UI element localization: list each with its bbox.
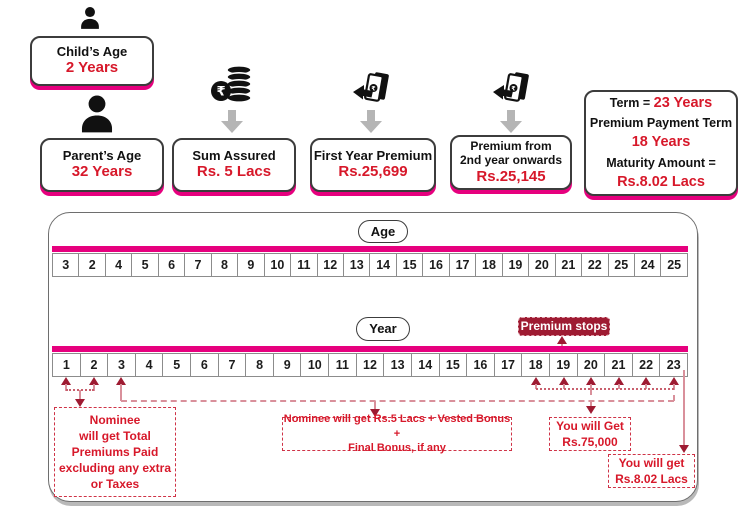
premium-stops-arrowhead-icon: [557, 336, 567, 344]
year-cell: 21: [604, 353, 633, 377]
card-value: 32 Years: [71, 163, 133, 181]
age-cell: 17: [449, 253, 476, 277]
year-cell: 14: [411, 353, 440, 377]
year-cell: 18: [521, 353, 550, 377]
year-cell: 17: [494, 353, 523, 377]
svg-text:₹: ₹: [216, 84, 226, 100]
age-cell: 4: [105, 253, 132, 277]
survival-line1: You will Get: [556, 418, 624, 433]
age-cell: 8: [211, 253, 238, 277]
year-cell: 16: [466, 353, 495, 377]
age-cell: 2: [78, 253, 105, 277]
year-cell: 12: [356, 353, 385, 377]
year-cell: 6: [190, 353, 219, 377]
nominee-premiums-box: [54, 407, 176, 497]
age-cell: 25: [660, 253, 687, 277]
year-cell: 11: [328, 353, 357, 377]
year-cell: 8: [245, 353, 274, 377]
year-cell: 4: [135, 353, 164, 377]
card-title: First Year Premium: [313, 147, 433, 163]
age-bar: [52, 246, 688, 252]
nominee-premiums-line: Nominee: [89, 412, 141, 427]
svg-text:₹: ₹: [371, 85, 376, 93]
year-cell: 5: [162, 353, 191, 377]
arrow-stem: [590, 389, 592, 407]
age-cell: 24: [634, 253, 661, 277]
svg-text:₹: ₹: [511, 85, 516, 93]
age-cell: 18: [475, 253, 502, 277]
premium-payment-term-value: 18 Years: [631, 134, 691, 151]
age-cell: 12: [317, 253, 344, 277]
maturity-label: Maturity Amount =: [606, 155, 716, 170]
age-cell: 20: [528, 253, 555, 277]
age-cell: 9: [237, 253, 264, 277]
cash-in-hand-icon: [491, 72, 531, 113]
connector-year18-23: [536, 388, 674, 390]
arrow-stem: [120, 384, 122, 401]
arrow-stem: [673, 384, 675, 401]
nominee-premiums-line: will get Total: [79, 428, 151, 443]
age-cell: 13: [343, 253, 370, 277]
year-cell: 20: [577, 353, 606, 377]
age-cell: 10: [264, 253, 291, 277]
term-line: Term = 23 Years: [609, 95, 713, 112]
year-cell: 19: [549, 353, 578, 377]
maturity-line2: Rs.8.02 Lacs: [615, 472, 688, 486]
card-value: Rs.25,699: [338, 163, 408, 181]
down-arrow-premiums-box-icon: [75, 399, 85, 407]
year-cell: 15: [439, 353, 468, 377]
year-cell: 23: [659, 353, 688, 377]
age-cell: 5: [131, 253, 158, 277]
year-cell: 9: [273, 353, 302, 377]
card-value: Rs. 5 Lacs: [196, 163, 272, 181]
nominee-premiums-line: Premiums Paid: [71, 444, 159, 459]
maturity-line1: You will get: [618, 455, 685, 470]
card-title: Child’s Age: [56, 43, 128, 59]
age-cell: 14: [369, 253, 396, 277]
nominee-sum-box: [282, 412, 512, 455]
nominee-sum-line2: Final Bonus, if any: [348, 442, 446, 455]
maturity-value: Rs.8.02 Lacs: [617, 173, 705, 190]
age-cell: 7: [184, 253, 211, 277]
nominee-premiums-line: excluding any extra: [58, 461, 172, 476]
year-cell: 13: [383, 353, 412, 377]
year-cell: 1: [52, 353, 81, 377]
age-cell: 25: [608, 253, 635, 277]
age-pill: Age: [358, 220, 408, 243]
maturity-line: [683, 370, 685, 446]
year-cell: 22: [632, 353, 661, 377]
age-cell: 16: [422, 253, 449, 277]
card-title: Parent’s Age: [62, 147, 142, 163]
nominee-sum-line1: Nominee will get Rs.5 Lacs + Vested Bonus +: [283, 412, 511, 440]
card-value: Rs.25,145: [476, 167, 546, 185]
survival-line2: Rs.75,000: [562, 435, 618, 449]
card-value: 2 Years: [65, 59, 119, 77]
age-cell: 11: [290, 253, 317, 277]
nominee-premiums-line: or Taxes: [90, 477, 140, 492]
first-year-premium-card: [310, 138, 436, 192]
age-row: [52, 253, 688, 277]
child-age-card: [30, 36, 154, 86]
down-arrow-icon: [219, 110, 245, 139]
sum-assured-card: [172, 138, 296, 192]
child-person-icon: [77, 5, 103, 36]
age-cell: 6: [158, 253, 185, 277]
parent-person-icon: [75, 92, 119, 141]
age-cell: 22: [581, 253, 608, 277]
survival-benefit-box: [549, 417, 631, 451]
year-cell: 10: [300, 353, 329, 377]
year-cell: 7: [218, 353, 247, 377]
premium-2nd-year-card: [450, 135, 572, 190]
rupee-coins-icon: [210, 62, 254, 111]
parent-age-card: [40, 138, 164, 192]
year-bar: [52, 346, 688, 352]
year-pill: Year: [356, 317, 410, 341]
premium-payment-term-label: Premium Payment Term: [589, 116, 733, 131]
down-arrow-maturity-box-icon: [679, 445, 689, 453]
age-cell: 15: [396, 253, 423, 277]
card-title: Sum Assured: [192, 147, 276, 163]
down-arrow-75000-box-icon: [586, 406, 596, 414]
card-title: Premium from 2nd year onwards: [459, 138, 563, 168]
age-cell: 19: [502, 253, 529, 277]
age-cell: 21: [555, 253, 582, 277]
term-summary-card: [584, 90, 738, 196]
down-arrow-icon: [358, 110, 384, 139]
cash-in-hand-icon: [351, 72, 391, 113]
maturity-benefit-box: [608, 454, 695, 488]
year-row: [52, 353, 688, 377]
age-cell: 3: [52, 253, 79, 277]
year-cell: 3: [107, 353, 136, 377]
premium-stops-badge: Premium stops: [518, 317, 610, 336]
year-cell: 2: [80, 353, 109, 377]
